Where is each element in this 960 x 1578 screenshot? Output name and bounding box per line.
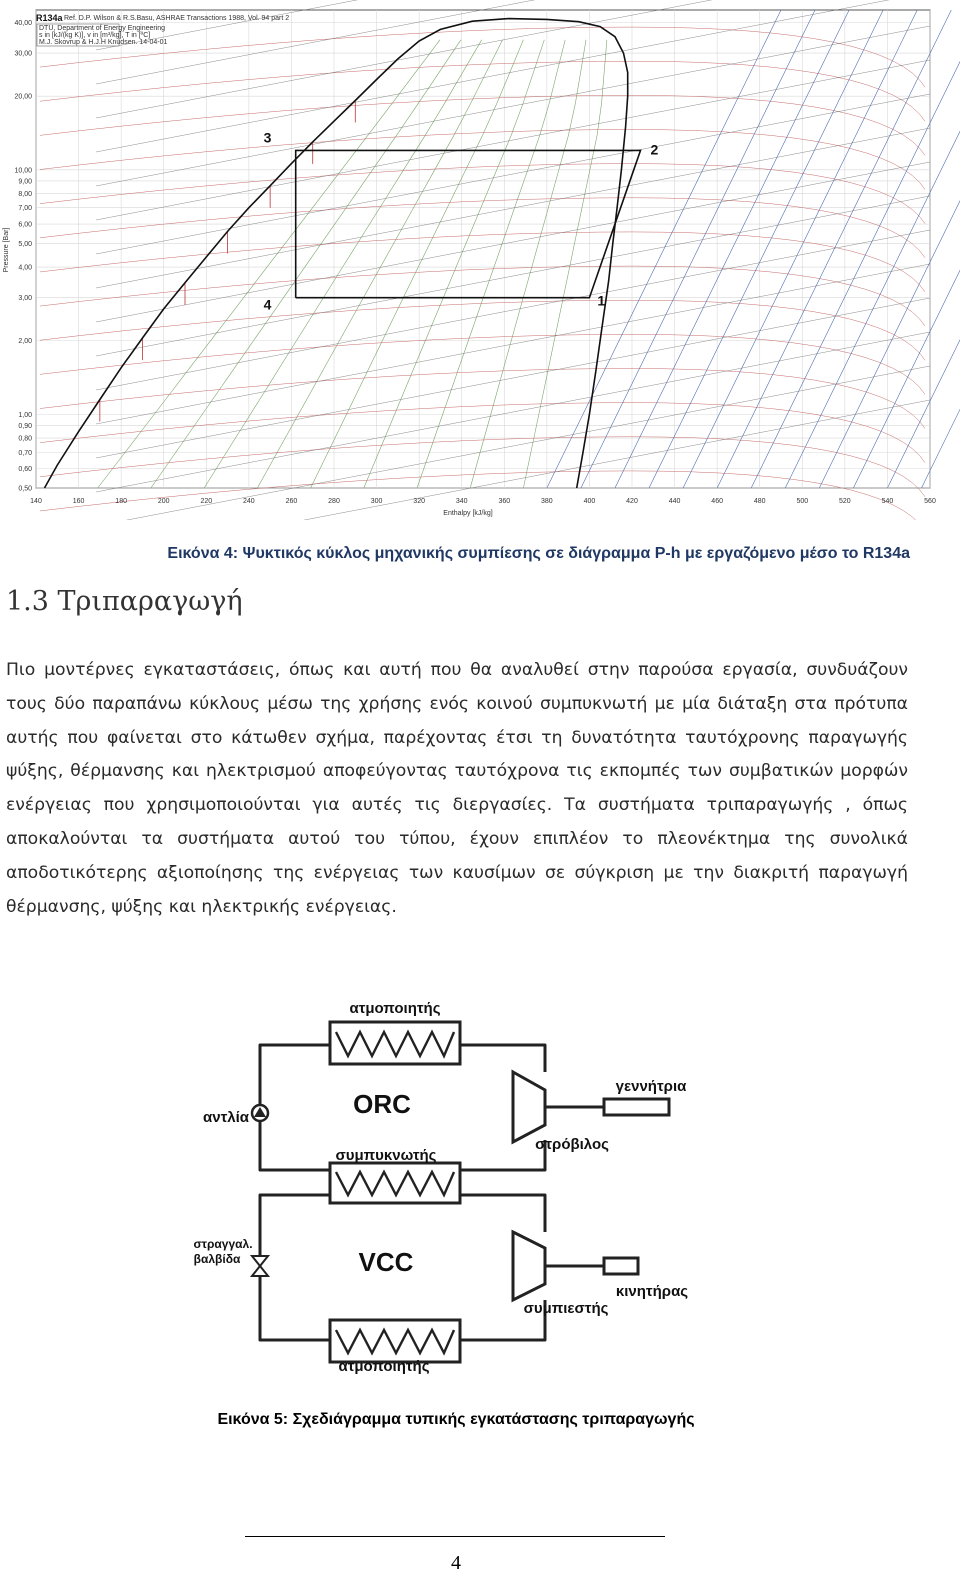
condenser-label: συμπυκνωτής (335, 1147, 437, 1164)
x-tick-label: 380 (541, 498, 553, 505)
y-tick-label: 0,90 (18, 423, 32, 431)
valve-label-2: βαλβίδα (193, 1252, 241, 1266)
pump-label: αντλία (203, 1109, 249, 1126)
vcc-label: VCC (358, 1247, 414, 1277)
y-tick-label: 7,00 (18, 205, 32, 213)
y-axis-label: Pressure [Bar] (3, 227, 10, 273)
chart-reference: Ref. D.P. Wilson & R.S.Basu, ASHRAE Transactions 1988, Vol. 94 part 2 (64, 15, 290, 22)
evaporator-bottom (330, 1320, 460, 1362)
y-tick-label: 0,70 (18, 449, 32, 457)
legend-line-2: s in [kJ/(kg K)], v in [m³/kg], T in [ºC] (39, 32, 151, 39)
generator-label: γεννήτρια (615, 1078, 687, 1095)
y-tick-label: 20,00 (14, 93, 32, 101)
plot-area (36, 10, 930, 488)
evaporator-bottom-label: ατμοποιητής (338, 1358, 430, 1375)
x-tick-label: 460 (711, 498, 723, 505)
legend-line-3: M.J. Skovrup & H.J.H Knudsen. 14-04-01 (39, 39, 168, 46)
y-tick-label: 0,50 (18, 485, 32, 493)
cycle-point-3: 3 (263, 129, 272, 146)
section-heading: 1.3 Τριπαραγωγή (6, 586, 243, 617)
orc-bottom-right-pipe (460, 1140, 545, 1170)
y-tick-label: 6,00 (18, 221, 32, 229)
turbine-label: στρόβιλος (535, 1136, 609, 1153)
compressor-icon (513, 1232, 604, 1300)
cycle-point-2: 2 (650, 141, 659, 158)
x-tick-label: 280 (328, 498, 340, 505)
y-tick-labels (14, 20, 32, 492)
x-tick-label: 160 (72, 498, 85, 505)
y-tick-label: 2,00 (18, 338, 32, 346)
orc-left-pipe (260, 1045, 330, 1170)
x-tick-label: 520 (839, 498, 851, 505)
x-tick-label: 200 (157, 498, 170, 505)
vcc-left-pipe (260, 1195, 330, 1340)
y-tick-label: 30,00 (14, 50, 32, 58)
y-tick-label: 0,80 (18, 435, 32, 443)
x-tick-label: 220 (200, 498, 213, 505)
vcc-top-right-pipe (460, 1195, 545, 1232)
pump-icon (252, 1105, 268, 1121)
x-tick-label: 300 (370, 498, 383, 505)
motor-icon (604, 1258, 638, 1274)
motor-label: κινητήρας (615, 1283, 689, 1300)
x-tick-label: 560 (924, 498, 936, 505)
x-tick-label: 180 (115, 498, 127, 505)
page-number: 4 (451, 1552, 461, 1574)
x-tick-label: 140 (30, 498, 42, 505)
x-tick-label: 260 (285, 498, 298, 505)
y-tick-label: 4,00 (18, 264, 32, 272)
x-tick-label: 440 (668, 498, 681, 505)
x-tick-label: 340 (455, 498, 468, 505)
orc-top-right-pipe (460, 1045, 545, 1072)
x-tick-label: 320 (413, 498, 425, 505)
y-tick-label: 8,00 (18, 190, 32, 198)
figure-5-caption: Εικόνα 5: Σχεδιάγραμμα τυπικής εγκατάστασης τριπαραγωγής (217, 1411, 695, 1428)
x-tick-label: 240 (243, 498, 255, 505)
section-paragraph: Πιο μοντέρνες εγκαταστάσεις, όπως και αυτή που θα αναλυθεί στην παρούσα εργασία, συνδυάζουν τους δύο παραπάνω κύκλους μέσω της χρήσης ενός κοινού συμπυκνωτή με μία διάταξη στα πρότυπα αυτής που φαίνεται στο κάτωθεν σχήμα, παρέχοντας έτσι τη δυνατότητα ταυτόχρονης παραγωγής ψύξης, θέρμανσης και ηλεκτρισμού αποφεύγοντας ταυτόχρονα τις εκπομπές των συμβατικών μορφών ενέργειας που χρησιμοποιούνται για αυτές τις διεργασίες. Τα συστήματα τριπαραγωγής , όπως αποκαλούνται τα συστήματα αυτού του τύπου, έχουν επιπλέον το πλεονέκτημα της συνολικά αποδοτικότερης αξιοποίησης της ενέργειας των καυσίμων σε σύγκριση με την διακριτή παραγωγή θέρμανσης, ψύξης και ηλεκτρικής ενέργειας. (6, 660, 908, 917)
trigeneration-diagram (170, 990, 730, 1390)
evaporator-top (330, 1022, 460, 1064)
figure-4-caption: Εικόνα 4: Ψυκτικός κύκλος μηχανικής συμπίεσης σε διάγραμμα P-h με εργαζόμενο μέσο το R134a (167, 545, 910, 562)
cycle-point-4: 4 (263, 296, 272, 313)
y-tick-label: 0,60 (18, 466, 32, 474)
y-tick-label: 9,00 (18, 178, 32, 186)
valve-icon (252, 1256, 268, 1276)
y-tick-label: 5,00 (18, 240, 32, 248)
generator-icon (604, 1099, 669, 1115)
y-tick-label: 10,00 (14, 167, 32, 175)
y-tick-label: 40,00 (14, 20, 32, 28)
turbine-icon (513, 1072, 604, 1142)
evaporator-top-label: ατμοποιητής (349, 1000, 441, 1017)
x-tick-label: 400 (583, 498, 596, 505)
x-tick-label: 420 (626, 498, 638, 505)
x-axis-label: Enthalpy [kJ/kg] (443, 510, 493, 517)
legend-box (37, 24, 167, 46)
condenser (330, 1163, 460, 1203)
chart-title: R134a (36, 13, 63, 23)
valve-label-1: στραγγαλ. (193, 1237, 253, 1251)
x-tick-label: 360 (498, 498, 511, 505)
x-tick-labels (30, 498, 936, 505)
x-tick-label: 480 (753, 498, 766, 505)
cycle-point-1: 1 (597, 292, 606, 309)
x-tick-label: 540 (881, 498, 894, 505)
footer-rule (245, 1536, 665, 1537)
y-tick-label: 1,00 (18, 411, 32, 419)
orc-label: ORC (353, 1089, 411, 1119)
ph-diagram (0, 0, 960, 520)
y-tick-label: 3,00 (18, 295, 32, 303)
x-tick-label: 500 (796, 498, 809, 505)
legend-line-1: DTU, Department of Energy Engineering (39, 25, 166, 32)
compressor-label: συμπιεστής (523, 1300, 609, 1317)
